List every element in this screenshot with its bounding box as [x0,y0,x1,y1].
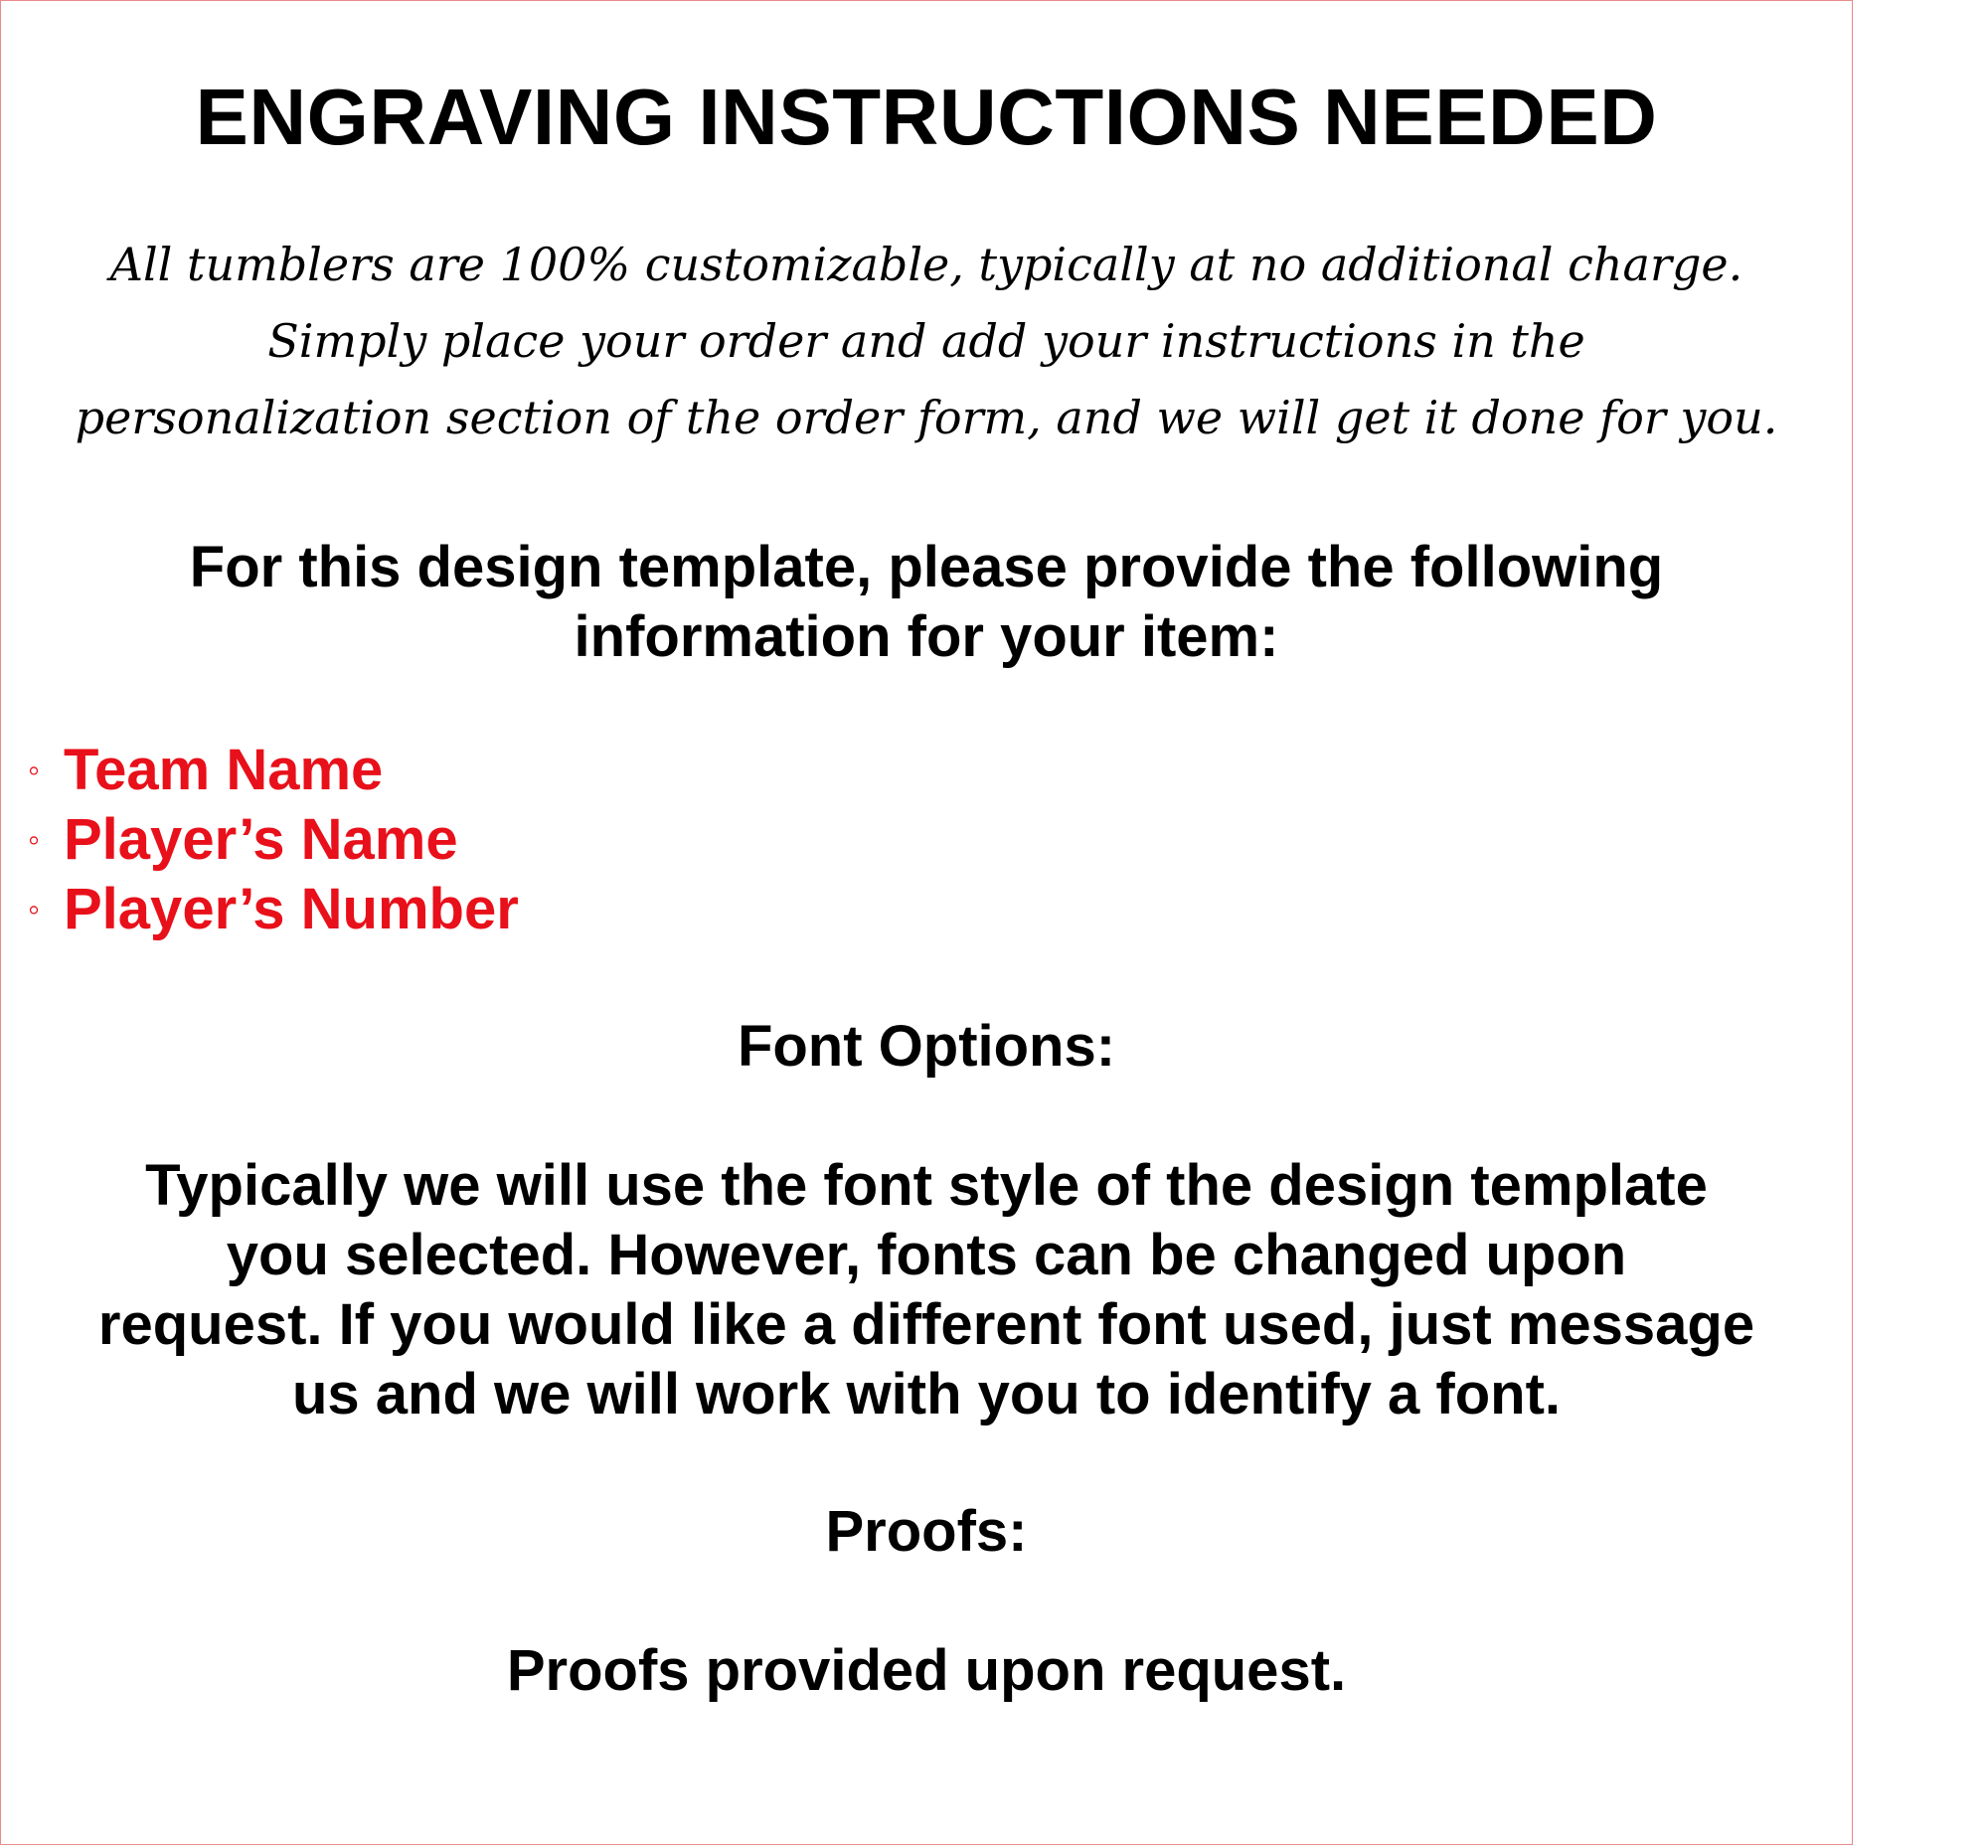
font-options-line: you selected. However, fonts can be changed upon [226,1223,1627,1287]
prompt-line: For this design template, please provide the following [189,535,1664,599]
font-options-line: us and we will work with you to identify a font. [291,1362,1562,1427]
bullet-icon: ◦ [28,752,41,789]
font-options-line: request. If you would like a different font used, just message [97,1292,1755,1357]
list-item [28,736,519,805]
intro-text [0,227,1853,456]
list-item [28,805,519,875]
field-team-name: Team Name [64,738,384,802]
field-player-number: Player’s Number [64,877,519,941]
field-player-name: Player’s Name [64,807,458,872]
proofs-text: Proofs provided upon request. [506,1638,1347,1703]
font-options-heading: Font Options: [737,1014,1116,1079]
bullet-icon: ◦ [28,821,41,859]
intro-line: Simply place your order and add your instructions in the [267,314,1585,368]
prompt-line: information for your item: [574,604,1279,669]
page-title: ENGRAVING INSTRUCTIONS NEEDED [195,73,1658,161]
required-fields-list [28,736,519,944]
intro-line: All tumblers are 100% customizable, typically at no additional charge. [109,238,1743,291]
intro-line: personalization section of the order form, and we will get it done for you. [75,391,1778,444]
font-options-text [0,1151,1853,1429]
font-options-line: Typically we will use the font style of the design template [145,1153,1708,1218]
list-item [28,875,519,944]
proofs-heading: Proofs: [825,1499,1028,1564]
bullet-icon: ◦ [28,891,41,928]
info-prompt [0,533,1853,672]
